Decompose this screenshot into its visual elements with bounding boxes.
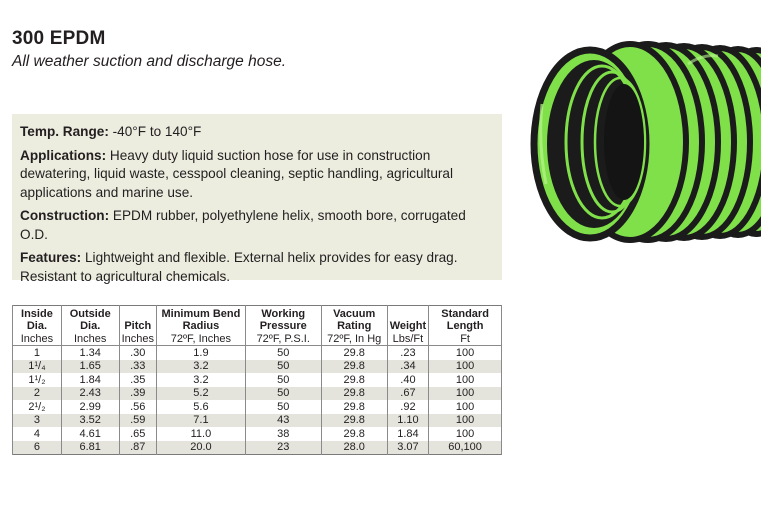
table-cell: 100 bbox=[429, 414, 502, 428]
hose-specifications-table bbox=[12, 305, 502, 455]
specifications-box bbox=[12, 114, 502, 284]
table-cell: 1¹/₂ bbox=[13, 373, 62, 387]
col-outside-dia: Outside Dia. Inches bbox=[61, 306, 119, 346]
table-cell: 5.6 bbox=[156, 400, 245, 414]
table-cell: 100 bbox=[429, 400, 502, 414]
table-cell: 29.8 bbox=[321, 427, 387, 441]
table-cell: 100 bbox=[429, 427, 502, 441]
table-cell: 1.65 bbox=[61, 360, 119, 374]
table-row bbox=[13, 373, 502, 387]
table-cell: 1.84 bbox=[61, 373, 119, 387]
col-working-pressure: Working Pressure 72ºF, P.S.I. bbox=[245, 306, 321, 346]
col-weight: Weight Lbs/Ft bbox=[387, 306, 428, 346]
table-row bbox=[13, 441, 502, 455]
table-cell: 2.43 bbox=[61, 387, 119, 401]
spec-temp-range: Temp. Range: -40°F to 140°F bbox=[20, 124, 202, 139]
table-row bbox=[13, 414, 502, 428]
table-body bbox=[13, 346, 502, 455]
table-cell: 11.0 bbox=[156, 427, 245, 441]
table-cell: 1.84 bbox=[387, 427, 428, 441]
product-subtitle: All weather suction and discharge hose. bbox=[12, 53, 286, 70]
col-inside-dia: Inside Dia. Inches bbox=[13, 306, 62, 346]
spec-construction: Construction: EPDM rubber, polyethylene helix, smooth bore, corrugated O.D. bbox=[20, 208, 466, 242]
table-cell: .33 bbox=[119, 360, 156, 374]
table-cell: 6 bbox=[13, 441, 62, 455]
table-cell: 5.2 bbox=[156, 387, 245, 401]
table-cell: 29.8 bbox=[321, 360, 387, 374]
table-cell: 7.1 bbox=[156, 414, 245, 428]
table-cell: 50 bbox=[245, 400, 321, 414]
table-cell: 29.8 bbox=[321, 373, 387, 387]
table-cell: .65 bbox=[119, 427, 156, 441]
col-standard-length: Standard Length Ft bbox=[429, 306, 502, 346]
table-cell: 100 bbox=[429, 373, 502, 387]
table-cell: 3.07 bbox=[387, 441, 428, 455]
table-cell: 2 bbox=[13, 387, 62, 401]
table-cell: .34 bbox=[387, 360, 428, 374]
table-cell: 1.34 bbox=[61, 346, 119, 360]
table-cell: 50 bbox=[245, 387, 321, 401]
table-cell: 100 bbox=[429, 346, 502, 360]
table-cell: 38 bbox=[245, 427, 321, 441]
table-row bbox=[13, 400, 502, 414]
hose-image bbox=[528, 34, 761, 256]
table-cell: 3 bbox=[13, 414, 62, 428]
table-cell: .56 bbox=[119, 400, 156, 414]
table-cell: 60,100 bbox=[429, 441, 502, 455]
table-cell: .92 bbox=[387, 400, 428, 414]
table-header-row bbox=[13, 306, 502, 346]
table-cell: 43 bbox=[245, 414, 321, 428]
table-cell: 23 bbox=[245, 441, 321, 455]
table-cell: 29.8 bbox=[321, 346, 387, 360]
table-cell: 29.8 bbox=[321, 387, 387, 401]
table-cell: 50 bbox=[245, 373, 321, 387]
col-pitch: Pitch Inches bbox=[119, 306, 156, 346]
table-cell: 6.81 bbox=[61, 441, 119, 455]
col-vacuum-rating: Vacuum Rating 72ºF, In Hg bbox=[321, 306, 387, 346]
col-min-bend-radius: Minimum Bend Radius 72ºF, Inches bbox=[156, 306, 245, 346]
table-cell: 50 bbox=[245, 360, 321, 374]
table-cell: 20.0 bbox=[156, 441, 245, 455]
table-cell: 4.61 bbox=[61, 427, 119, 441]
table-cell: 100 bbox=[429, 360, 502, 374]
spec-features: Features: Lightweight and flexible. External helix provides for easy drag. Resistant to agricultural chemicals. bbox=[20, 250, 458, 284]
table-cell: 1 bbox=[13, 346, 62, 360]
table-cell: .40 bbox=[387, 373, 428, 387]
table-cell: 3.2 bbox=[156, 373, 245, 387]
table-row bbox=[13, 427, 502, 441]
table-cell: 3.52 bbox=[61, 414, 119, 428]
table-cell: 28.0 bbox=[321, 441, 387, 455]
table-row bbox=[13, 360, 502, 374]
table-cell: 1.9 bbox=[156, 346, 245, 360]
table-row bbox=[13, 346, 502, 360]
table-cell: .35 bbox=[119, 373, 156, 387]
table-cell: 29.8 bbox=[321, 400, 387, 414]
table-cell: 4 bbox=[13, 427, 62, 441]
table-cell: 29.8 bbox=[321, 414, 387, 428]
table-cell: 50 bbox=[245, 346, 321, 360]
table-cell: 2.99 bbox=[61, 400, 119, 414]
table-cell: 1.10 bbox=[387, 414, 428, 428]
table-cell: .39 bbox=[119, 387, 156, 401]
table-cell: 2¹/₂ bbox=[13, 400, 62, 414]
product-title: 300 EPDM bbox=[12, 28, 106, 49]
table-cell: .67 bbox=[387, 387, 428, 401]
table-cell: .87 bbox=[119, 441, 156, 455]
table-cell: .30 bbox=[119, 346, 156, 360]
table-row bbox=[13, 387, 502, 401]
table-cell: 1¹/₄ bbox=[13, 360, 62, 374]
table-cell: 100 bbox=[429, 387, 502, 401]
table-cell: .23 bbox=[387, 346, 428, 360]
table-cell: 3.2 bbox=[156, 360, 245, 374]
table-cell: .59 bbox=[119, 414, 156, 428]
spec-applications: Applications: Heavy duty liquid suction hose for use in construction dewatering, liquid waste, cesspool cleaning, septic handling, agricultural applications and marine use. bbox=[20, 147, 453, 200]
